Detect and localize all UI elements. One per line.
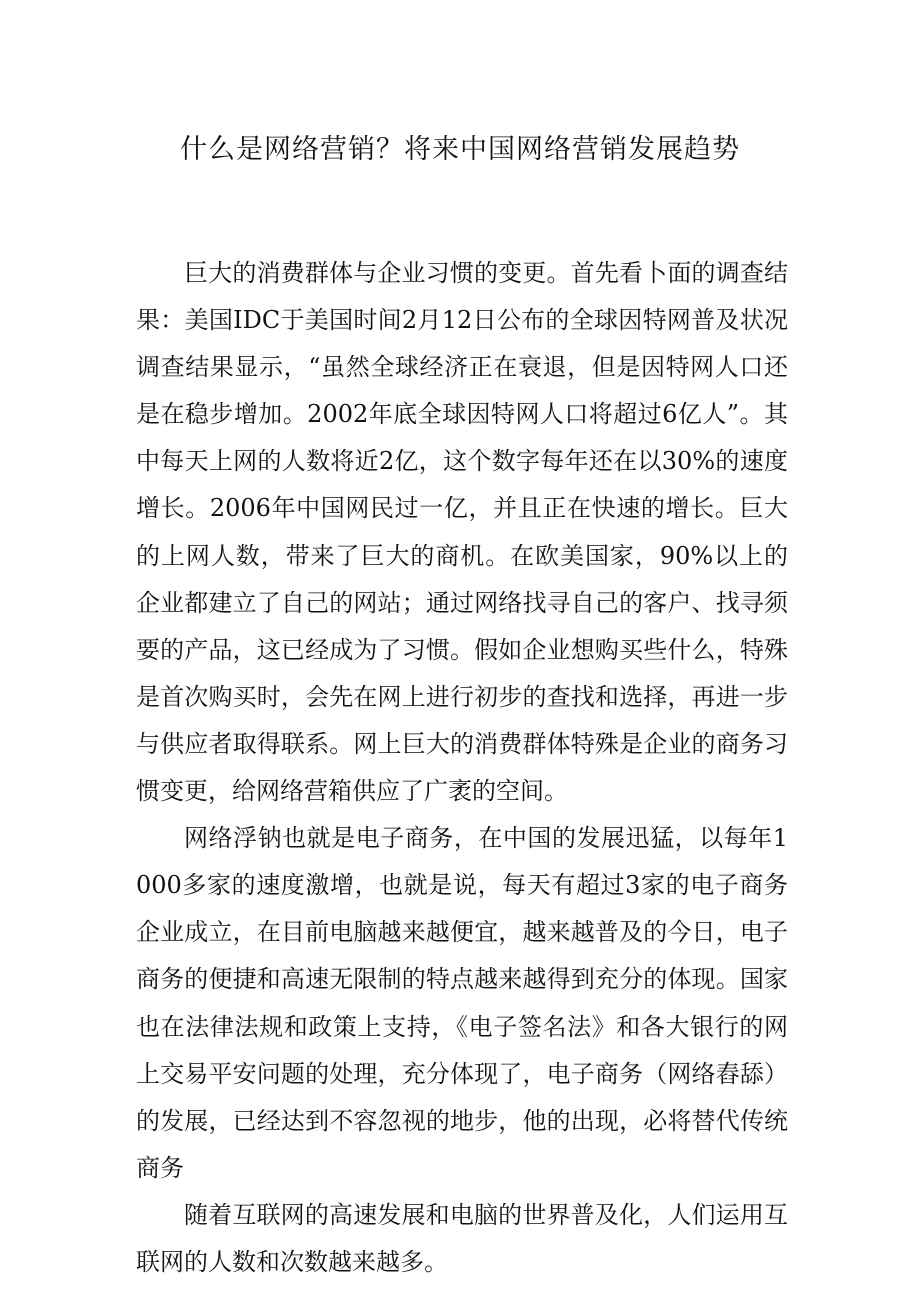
paragraph-3: 随着互联网的高速发展和电脑的世界普及化，人们运用互联网的人数和次数越来越多。 [136, 1200, 788, 1276]
paragraph-1: 巨大的消费群体与企业习惯的变更。首先看卜面的调查结果：美国IDC于美国时间2月12日公布的全球因特网普及状况调查结果显示，“虽然全球经济正在衰退，但是因特网人口还是在稳步增加。2002年底全球因特网人口将超过6亿人”。其中每天上网的人数将近2亿，这个数字每年还在以30%的速度增长。2006年中国网民过一亿，并且正在快速的增长。巨大的上网人数，带来了巨大的商机。在欧美国家，90%以上的企业都建立了自己的网站；通过网络找寻自己的客户、找寻须要的产品，这已经成为了习惯。假如企业想购买些什么，特殊是首次购买时，会先在网上进行初步的查找和选择，再进一步与供应者取得联系。网上巨大的消费群体特殊是企业的商务习惯变更，给网络营箱供应了广袤的空间。 [136, 259, 788, 806]
document-body [136, 250, 788, 1286]
document-title: 什么是网络营销？将来中国网络营销发展趋势 [180, 134, 740, 165]
paragraph-2: 网络浮钠也就是电子商务，在中国的发展迅猛，以每年1000多家的速度激增，也就是说，每天有超过3家的电子商务企业成立，在目前电脑越来越便宜，越来越普及的今日，电子商务的便捷和高速无限制的特点越来越得到充分的体现。国家也在法律法规和政策上支持，《电子签名法》和各大银行的网上交易平安问题的处理，充分体现了，电子商务（网络舂舔）的发展，已经达到不容忽视的地步，他的出现，必将替代传统商务 [136, 824, 788, 1182]
